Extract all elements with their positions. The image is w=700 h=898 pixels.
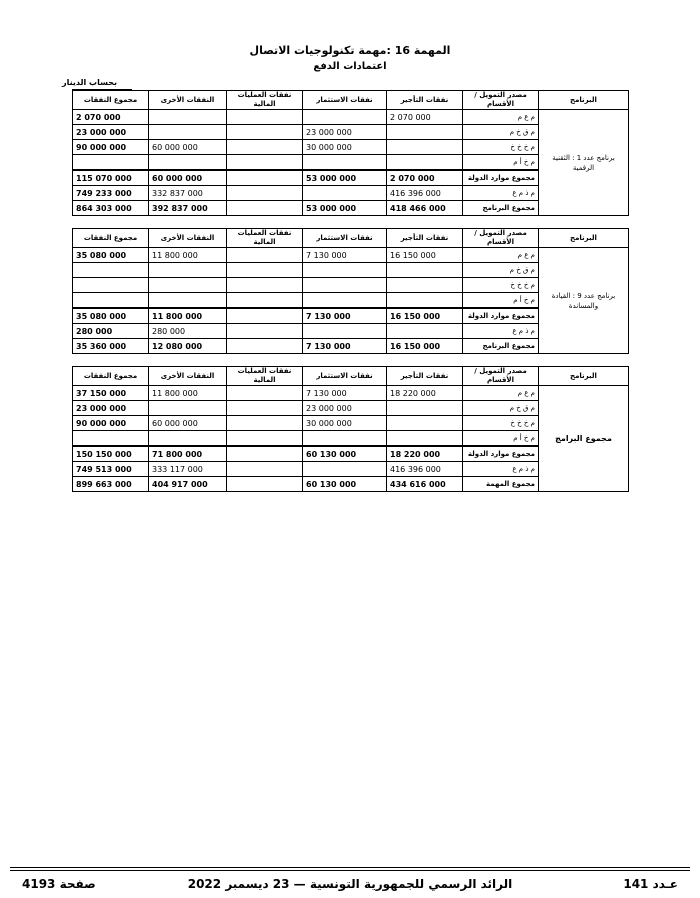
amount-cell: 60 000 000 xyxy=(149,170,227,186)
currency-unit: بحساب الدينار xyxy=(62,78,117,87)
amount-cell: 7 130 000 xyxy=(303,339,387,354)
table-row xyxy=(73,248,629,263)
amount-cell xyxy=(227,401,303,416)
amount-cell xyxy=(387,155,463,171)
amount-cell xyxy=(227,308,303,324)
amount-cell xyxy=(149,278,227,293)
funding-source-cell: م ق خ م xyxy=(463,263,539,278)
amount-cell: 60 000 000 xyxy=(149,416,227,431)
amount-cell: 23 000 000 xyxy=(73,125,149,140)
amount-cell: 11 800 000 xyxy=(149,248,227,263)
amount-cell: 416 396 000 xyxy=(387,186,463,201)
funding-source-cell: م ق خ م xyxy=(463,401,539,416)
amount-cell: 418 466 000 xyxy=(387,201,463,216)
column-header: نفقات الاستثمار xyxy=(303,91,387,110)
amount-cell xyxy=(387,140,463,155)
funding-source-cell: م خ خ خ xyxy=(463,278,539,293)
amount-cell: 749 233 000 xyxy=(73,186,149,201)
amount-cell: 7 130 000 xyxy=(303,248,387,263)
amount-cell: 333 117 000 xyxy=(149,462,227,477)
amount-cell: 60 130 000 xyxy=(303,446,387,462)
amount-cell xyxy=(303,462,387,477)
funding-source-cell: مجموع موارد الدولة xyxy=(463,308,539,324)
footer-publication: الرائد الرسمي للجمهورية التونسية — 23 ديسمبر 2022 xyxy=(187,877,513,891)
amount-cell xyxy=(387,125,463,140)
amount-cell: 404 917 000 xyxy=(149,477,227,492)
funding-source-cell: مجموع موارد الدولة xyxy=(463,446,539,462)
column-header: البرنامج xyxy=(539,91,629,110)
amount-cell: 11 800 000 xyxy=(149,308,227,324)
amount-cell: 11 800 000 xyxy=(149,386,227,401)
amount-cell xyxy=(227,278,303,293)
amount-cell: 12 080 000 xyxy=(149,339,227,354)
column-header: مجموع النفقات xyxy=(73,229,149,248)
amount-cell xyxy=(303,324,387,339)
amount-cell xyxy=(387,431,463,447)
column-header: مصدر التمويل / الأقسام xyxy=(463,367,539,386)
amount-cell xyxy=(387,324,463,339)
amount-cell xyxy=(387,263,463,278)
amount-cell: 37 150 000 xyxy=(73,386,149,401)
amount-cell: 18 220 000 xyxy=(387,386,463,401)
amount-cell xyxy=(73,155,149,171)
column-header: نفقات العمليات المالية xyxy=(227,367,303,386)
funding-source-cell: م ذ م ع xyxy=(463,186,539,201)
amount-cell: 416 396 000 xyxy=(387,462,463,477)
amount-cell: 280 000 xyxy=(149,324,227,339)
amount-cell: 749 513 000 xyxy=(73,462,149,477)
program-name-cell: برنامج عدد 9 : القيادة والمساندة xyxy=(539,248,629,354)
amount-cell xyxy=(73,431,149,447)
page-title: المهمة 16 :مهمة تكنولوجيات الاتصال xyxy=(249,44,451,57)
amount-cell xyxy=(227,186,303,201)
amount-cell xyxy=(303,263,387,278)
funding-source-cell: م خ خ خ xyxy=(463,416,539,431)
amount-cell xyxy=(227,110,303,125)
amount-cell: 23 000 000 xyxy=(303,125,387,140)
funding-source-cell: م خ أ م xyxy=(463,155,539,171)
amount-cell xyxy=(227,416,303,431)
amount-cell: 16 150 000 xyxy=(387,248,463,263)
funding-source-cell: م ذ م ع xyxy=(463,462,539,477)
funding-source-cell: مجموع موارد الدولة xyxy=(463,170,539,186)
amount-cell: 115 070 000 xyxy=(73,170,149,186)
column-header: البرنامج xyxy=(539,367,629,386)
amount-cell: 434 616 000 xyxy=(387,477,463,492)
amount-cell: 7 130 000 xyxy=(303,308,387,324)
column-header: نفقات التأجير xyxy=(387,229,463,248)
amount-cell xyxy=(73,278,149,293)
column-header: النفقات الأخرى xyxy=(149,91,227,110)
funding-source-cell: مجموع المهمة xyxy=(463,477,539,492)
amount-cell xyxy=(303,278,387,293)
amount-cell: 2 070 000 xyxy=(387,110,463,125)
column-header: البرنامج xyxy=(539,229,629,248)
amount-cell: 90 000 000 xyxy=(73,416,149,431)
amount-cell xyxy=(303,186,387,201)
amount-cell: 332 837 000 xyxy=(149,186,227,201)
amount-cell: 30 000 000 xyxy=(303,416,387,431)
amount-cell xyxy=(303,293,387,309)
amount-cell xyxy=(227,477,303,492)
amount-cell xyxy=(227,339,303,354)
amount-cell: 35 360 000 xyxy=(73,339,149,354)
column-header: نفقات التأجير xyxy=(387,367,463,386)
footer-rule-bottom xyxy=(10,870,690,871)
amount-cell: 60 130 000 xyxy=(303,477,387,492)
program-name-cell: مجموع البرامج xyxy=(539,386,629,492)
column-header: نفقات العمليات المالية xyxy=(227,91,303,110)
table-row xyxy=(73,110,629,125)
amount-cell xyxy=(149,263,227,278)
table-header-row xyxy=(73,229,629,248)
amount-cell xyxy=(227,155,303,171)
amount-cell xyxy=(227,140,303,155)
amount-cell: 7 130 000 xyxy=(303,386,387,401)
amount-cell xyxy=(387,416,463,431)
funding-source-cell: مجموع البرنامج xyxy=(463,339,539,354)
amount-cell: 53 000 000 xyxy=(303,170,387,186)
funding-source-cell: م ذ م ع xyxy=(463,324,539,339)
amount-cell xyxy=(387,278,463,293)
amount-cell xyxy=(149,293,227,309)
column-header: النفقات الأخرى xyxy=(149,367,227,386)
amount-cell xyxy=(303,431,387,447)
column-header: النفقات الأخرى xyxy=(149,229,227,248)
amount-cell xyxy=(303,110,387,125)
amount-cell xyxy=(149,401,227,416)
amount-cell xyxy=(387,293,463,309)
amount-cell: 16 150 000 xyxy=(387,308,463,324)
funding-source-cell: م ق خ م xyxy=(463,125,539,140)
program-name-cell: برنامج عدد 1 : الثقنية الرقمية xyxy=(539,110,629,216)
amount-cell: 16 150 000 xyxy=(387,339,463,354)
column-header: مجموع النفقات xyxy=(73,91,149,110)
amount-cell: 392 837 000 xyxy=(149,201,227,216)
column-header: مصدر التمويل / الأقسام xyxy=(463,229,539,248)
amount-cell xyxy=(227,201,303,216)
footer-rule-top xyxy=(10,867,690,868)
amount-cell xyxy=(227,263,303,278)
budget-table xyxy=(72,90,629,216)
amount-cell xyxy=(227,324,303,339)
column-header: نفقات العمليات المالية xyxy=(227,229,303,248)
amount-cell xyxy=(227,462,303,477)
budget-table xyxy=(72,366,629,492)
amount-cell: 30 000 000 xyxy=(303,140,387,155)
amount-cell: 53 000 000 xyxy=(303,201,387,216)
footer-page-number: صفحة 4193 xyxy=(22,877,96,891)
amount-cell xyxy=(387,401,463,416)
amount-cell: 71 800 000 xyxy=(149,446,227,462)
column-header: نفقات الاستثمار xyxy=(303,229,387,248)
amount-cell: 280 000 xyxy=(73,324,149,339)
amount-cell: 150 150 000 xyxy=(73,446,149,462)
amount-cell xyxy=(149,125,227,140)
page-subtitle: اعتمادات الدفع xyxy=(313,61,387,72)
table-header-row xyxy=(73,91,629,110)
amount-cell xyxy=(227,446,303,462)
amount-cell xyxy=(227,125,303,140)
amount-cell: 60 000 000 xyxy=(149,140,227,155)
funding-source-cell: م خ أ م xyxy=(463,293,539,309)
budget-table xyxy=(72,228,629,354)
column-header: نفقات الاستثمار xyxy=(303,367,387,386)
table-row xyxy=(73,386,629,401)
table-header-row xyxy=(73,367,629,386)
amount-cell xyxy=(73,293,149,309)
amount-cell xyxy=(227,431,303,447)
amount-cell: 2 070 000 xyxy=(387,170,463,186)
amount-cell: 23 000 000 xyxy=(73,401,149,416)
amount-cell: 864 303 000 xyxy=(73,201,149,216)
column-header: مجموع النفقات xyxy=(73,367,149,386)
footer-issue-number: عـدد 141 xyxy=(623,877,678,891)
column-header: نفقات التأجير xyxy=(387,91,463,110)
funding-source-cell: مجموع البرنامج xyxy=(463,201,539,216)
funding-source-cell: م ع م xyxy=(463,110,539,125)
amount-cell: 899 663 000 xyxy=(73,477,149,492)
funding-source-cell: م خ أ م xyxy=(463,431,539,447)
amount-cell xyxy=(149,431,227,447)
amount-cell xyxy=(149,110,227,125)
amount-cell xyxy=(227,248,303,263)
funding-source-cell: م ع م xyxy=(463,386,539,401)
amount-cell: 18 220 000 xyxy=(387,446,463,462)
amount-cell xyxy=(227,386,303,401)
amount-cell: 2 070 000 xyxy=(73,110,149,125)
amount-cell: 23 000 000 xyxy=(303,401,387,416)
amount-cell: 35 080 000 xyxy=(73,248,149,263)
amount-cell: 90 000 000 xyxy=(73,140,149,155)
amount-cell xyxy=(227,293,303,309)
amount-cell xyxy=(227,170,303,186)
funding-source-cell: م خ خ خ xyxy=(463,140,539,155)
amount-cell xyxy=(149,155,227,171)
funding-source-cell: م ع م xyxy=(463,248,539,263)
amount-cell xyxy=(303,155,387,171)
amount-cell xyxy=(73,263,149,278)
column-header: مصدر التمويل / الأقسام xyxy=(463,91,539,110)
amount-cell: 35 080 000 xyxy=(73,308,149,324)
